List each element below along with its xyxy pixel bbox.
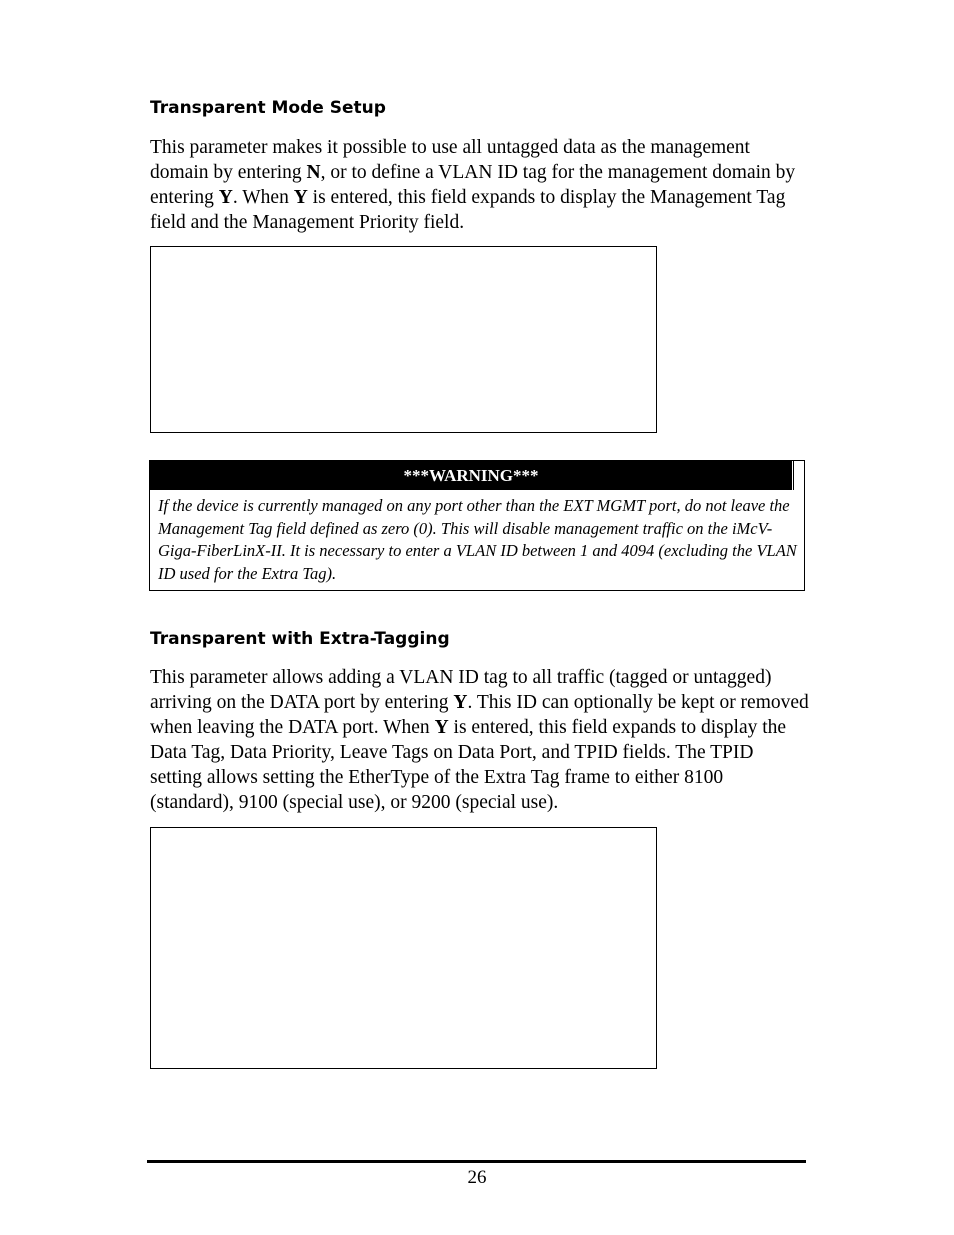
page-number: 26 — [467, 1167, 487, 1188]
section-heading-extra-tagging: Transparent with Extra-Tagging — [150, 629, 450, 649]
warning-bar-notch — [793, 461, 804, 490]
warning-box — [149, 460, 805, 591]
warning-text: If the device is currently managed on any port other than the EXT MGMT port, do not leave the Management Tag field defined as zero (0). This will disable management traffic on the iMcV-Giga-FiberLinX-II. It is necessary to enter a VLAN ID between 1 and 4094 (excluding the VLAN ID used for the Extra Tag). — [158, 496, 797, 583]
section-heading-transparent-mode-setup: Transparent Mode Setup — [150, 98, 386, 118]
screenshot-placeholder-box — [150, 827, 657, 1069]
warning-title: ***WARNING*** — [150, 461, 792, 490]
screenshot-placeholder-box — [150, 246, 657, 433]
section-paragraph-extra-tagging: This parameter allows adding a VLAN ID tag to all traffic (tagged or untagged) arriving on the DATA port by entering Y. This ID can optionally be kept or removed when leaving the DATA port. When Y is entered, this field expands to display the Data Tag, Data Priority, Leave Tags on Data Port, and TPID fields. The TPID setting allows setting the EtherType of the Extra Tag frame to either 8100 (standard), 9100 (special use), or 9200 (special use). — [150, 667, 809, 813]
section-paragraph-transparent-mode-setup: This parameter makes it possible to use all untagged data as the management domain by entering N, or to define a VLAN ID tag for the management domain by entering Y. When Y is entered, this field expands to display the Management Tag field and the Management Priority field. — [150, 137, 796, 233]
footer-divider — [147, 1160, 806, 1163]
